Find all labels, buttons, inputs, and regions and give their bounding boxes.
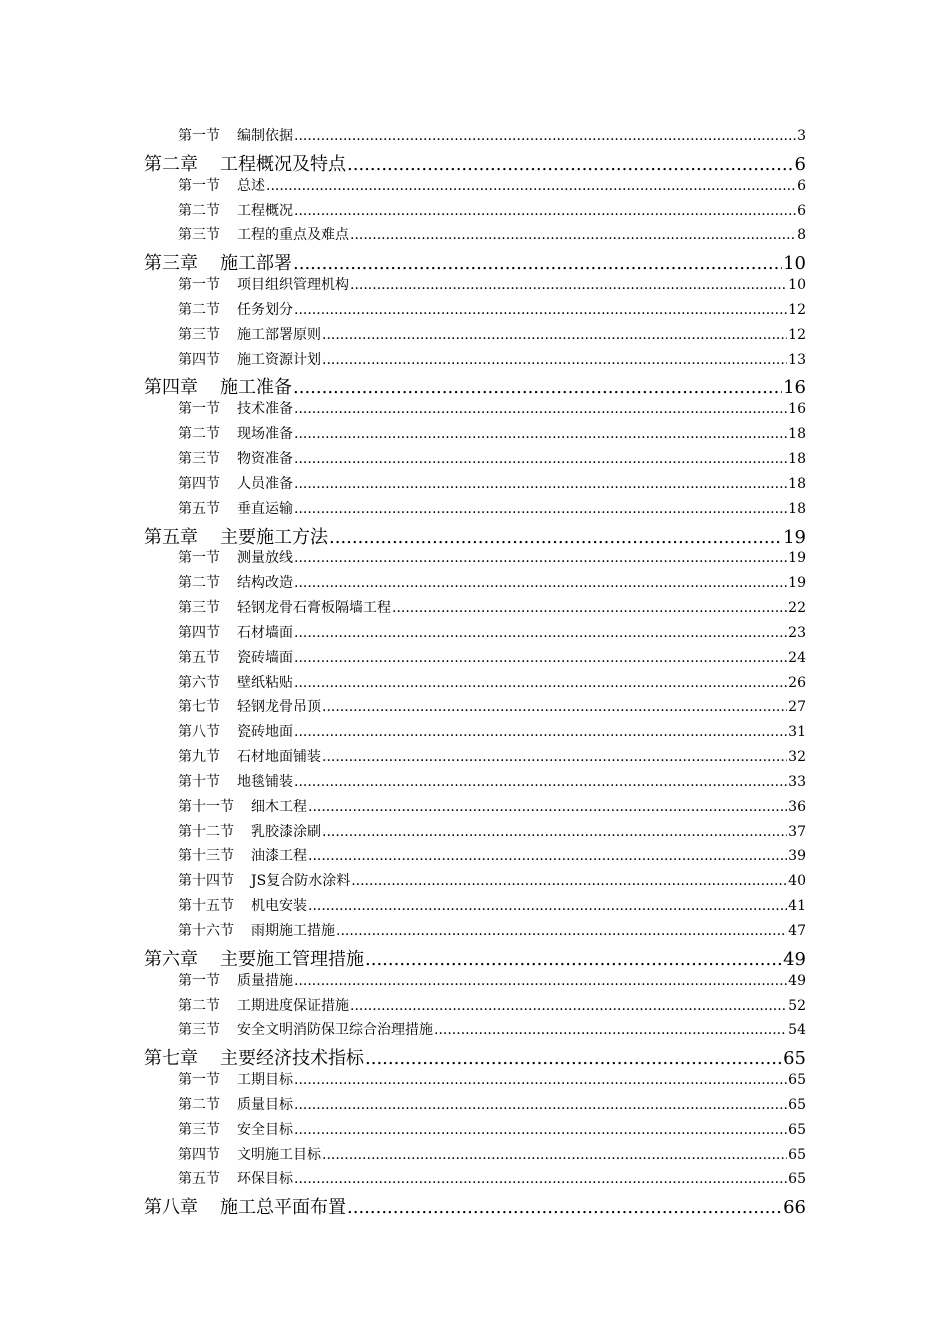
toc-section-entry[interactable] (0, 473, 806, 498)
toc-entry-number: 第一节 (178, 972, 220, 989)
toc-entry-number: 第三节 (178, 326, 220, 343)
toc-page-number: 18 (788, 450, 806, 467)
toc-leader-dots (294, 973, 787, 989)
toc-leader-dots (350, 998, 787, 1014)
toc-entry-number: 第五节 (178, 649, 220, 666)
toc-entry-number: 第四节 (178, 1146, 220, 1163)
toc-page-number: 18 (788, 426, 806, 443)
toc-page-number: 22 (788, 600, 806, 617)
toc-leader-dots (294, 650, 787, 666)
toc-entry-title: 石材地面铺装 (237, 749, 321, 766)
toc-entry-title: 石材墙面 (237, 624, 293, 641)
toc-leader-dots (294, 1171, 787, 1187)
toc-section-entry[interactable] (0, 672, 806, 697)
toc-section-entry[interactable] (0, 771, 806, 796)
toc-page-number: 40 (788, 873, 806, 890)
toc-page-number: 10 (783, 253, 806, 275)
toc-entry-number: 第五节 (178, 500, 220, 517)
toc-entry-title: 现场准备 (237, 426, 293, 443)
toc-leader-dots (347, 154, 794, 175)
toc-leader-dots (365, 1048, 782, 1069)
toc-entry-number: 第八节 (178, 724, 220, 741)
toc-page-number: 26 (788, 674, 806, 691)
toc-page-number: 66 (783, 1197, 806, 1219)
toc-leader-dots (294, 401, 787, 417)
toc-section-entry[interactable] (0, 448, 806, 473)
toc-leader-dots (294, 1122, 787, 1138)
table-of-contents (0, 125, 950, 1218)
toc-section-entry[interactable] (0, 821, 806, 846)
toc-entry-title: 安全目标 (237, 1121, 293, 1138)
toc-entry-number: 第一节 (178, 550, 220, 567)
toc-leader-dots (351, 873, 787, 889)
toc-leader-dots (294, 128, 796, 144)
toc-page-number: 12 (788, 301, 806, 318)
toc-entry-title: 工程的重点及难点 (237, 227, 349, 244)
toc-entry-title: 物资准备 (237, 450, 293, 467)
toc-section-entry[interactable] (0, 1019, 806, 1044)
toc-entry-number: 第七节 (178, 699, 220, 716)
toc-entry-number: 第八章 (144, 1197, 198, 1219)
toc-entry-title: 施工总平面布置 (220, 1197, 346, 1219)
toc-section-entry[interactable] (0, 572, 806, 597)
toc-entry-number: 第三章 (144, 253, 198, 275)
toc-leader-dots (347, 1197, 782, 1218)
toc-entry-number: 第一节 (178, 277, 220, 294)
toc-entry-title: 总述 (237, 177, 265, 194)
toc-entry-title: 雨期施工措施 (251, 923, 335, 939)
toc-page-number: 41 (788, 898, 806, 915)
toc-entry-number: 第十五节 (178, 898, 234, 915)
toc-entry-number: 第三节 (178, 227, 220, 244)
toc-leader-dots (294, 1072, 787, 1088)
toc-entry-title: 油漆工程 (251, 848, 307, 865)
toc-leader-dots (294, 451, 787, 467)
toc-page-number: 31 (788, 724, 806, 741)
toc-page-number: 33 (788, 773, 806, 790)
toc-entry-number: 第二节 (178, 1096, 220, 1113)
toc-entry-number: 第三节 (178, 600, 220, 617)
toc-entry-number: 第十三节 (178, 848, 234, 865)
toc-leader-dots (322, 1147, 787, 1163)
toc-section-entry[interactable] (0, 870, 806, 895)
toc-entry-title: 垂直运输 (237, 500, 293, 517)
toc-entry-number: 第六节 (178, 674, 220, 691)
toc-page-number: 49 (788, 972, 806, 989)
toc-leader-dots (365, 949, 782, 970)
toc-page-number: 54 (788, 1022, 806, 1039)
toc-entry-title: 瓷砖地面 (237, 724, 293, 741)
toc-entry-title: 壁纸粘贴 (237, 674, 293, 691)
toc-leader-dots (294, 675, 787, 691)
toc-page-number: 65 (788, 1096, 806, 1113)
toc-page-number: 19 (788, 550, 806, 567)
toc-entry-title: 工期进度保证措施 (237, 997, 349, 1014)
toc-entry-number: 第十六节 (178, 923, 234, 939)
toc-page-number: 36 (788, 798, 806, 815)
toc-leader-dots (266, 178, 796, 194)
toc-entry-title: 乳胶漆涂刷 (251, 823, 321, 840)
toc-leader-dots (294, 724, 787, 740)
toc-entry-number: 第十二节 (178, 823, 234, 840)
toc-leader-dots (294, 550, 787, 566)
toc-section-entry[interactable] (0, 845, 806, 870)
toc-entry-title: 质量措施 (237, 972, 293, 989)
toc-entry-title: 工程概况及特点 (220, 153, 346, 175)
toc-leader-dots (308, 898, 787, 914)
toc-section-entry[interactable] (0, 696, 806, 721)
toc-page-number: 49 (783, 948, 806, 970)
toc-section-entry[interactable] (0, 796, 806, 821)
toc-entry-number: 第二节 (178, 301, 220, 318)
toc-chapter-entry[interactable] (0, 1193, 806, 1218)
toc-page-number: 18 (788, 500, 806, 517)
toc-leader-dots (294, 774, 787, 790)
toc-page-number: 39 (788, 848, 806, 865)
toc-page-number: 13 (788, 351, 806, 368)
toc-entry-title: 结构改造 (237, 575, 293, 592)
toc-section-entry[interactable] (0, 324, 806, 349)
toc-entry-title: 施工准备 (220, 377, 292, 399)
toc-section-entry[interactable] (0, 125, 806, 150)
toc-entry-number: 第二节 (178, 202, 220, 219)
toc-chapter-entry[interactable] (0, 1044, 806, 1069)
toc-entry-title: 文明施工目标 (237, 1146, 321, 1163)
toc-section-entry[interactable] (0, 349, 806, 374)
toc-page-number: 8 (797, 227, 806, 244)
toc-leader-dots (294, 203, 796, 219)
toc-section-entry[interactable] (0, 647, 806, 672)
toc-section-entry[interactable] (0, 597, 806, 622)
toc-entry-title: 安全文明消防保卫综合治理措施 (237, 1022, 433, 1039)
toc-entry-number: 第九节 (178, 749, 220, 766)
toc-section-entry[interactable] (0, 1144, 806, 1169)
toc-leader-dots (294, 501, 787, 517)
toc-entry-title: 施工部署原则 (237, 326, 321, 343)
toc-leader-dots (293, 253, 782, 274)
toc-section-entry[interactable] (0, 1168, 806, 1193)
toc-leader-dots (294, 575, 787, 591)
toc-entry-number: 第十一节 (178, 798, 234, 815)
toc-entry-title: 编制依据 (237, 128, 293, 144)
toc-entry-number: 第一节 (178, 177, 220, 194)
toc-entry-title: 细木工程 (251, 798, 307, 815)
toc-chapter-entry[interactable] (0, 523, 806, 548)
toc-section-entry[interactable] (0, 995, 806, 1020)
toc-entry-number: 第一节 (178, 1072, 220, 1089)
toc-entry-title: 施工部署 (220, 253, 292, 275)
toc-entry-number: 第四章 (144, 377, 198, 399)
toc-page-number: 6 (794, 153, 806, 175)
toc-entry-number: 第二节 (178, 575, 220, 592)
toc-leader-dots (322, 749, 787, 765)
toc-entry-title: 技术准备 (237, 401, 293, 418)
toc-page-number: 23 (788, 624, 806, 641)
toc-entry-title: 主要施工管理措施 (220, 948, 364, 970)
toc-leader-dots (322, 327, 787, 343)
toc-entry-number: 第三节 (178, 450, 220, 467)
toc-page-number: 27 (788, 699, 806, 716)
toc-entry-title: 环保目标 (237, 1171, 293, 1188)
toc-page-number: 37 (788, 823, 806, 840)
toc-leader-dots (322, 824, 787, 840)
toc-page-number: 18 (788, 475, 806, 492)
toc-page-number: 65 (788, 1171, 806, 1188)
toc-leader-dots (350, 277, 787, 293)
toc-section-entry[interactable] (0, 920, 806, 945)
toc-page-number: 10 (788, 277, 806, 294)
toc-entry-title: 主要经济技术指标 (220, 1048, 364, 1070)
toc-entry-number: 第七章 (144, 1048, 198, 1070)
toc-page-number: 65 (788, 1072, 806, 1089)
toc-page-number: 3 (797, 128, 806, 144)
toc-section-entry[interactable] (0, 1094, 806, 1119)
toc-leader-dots (293, 377, 782, 398)
toc-page-number: 6 (797, 202, 806, 219)
toc-entry-number: 第十节 (178, 773, 220, 790)
toc-leader-dots (308, 848, 787, 864)
toc-entry-title: 主要施工方法 (220, 526, 328, 548)
toc-entry-title: 瓷砖墙面 (237, 649, 293, 666)
toc-entry-title: 质量目标 (237, 1096, 293, 1113)
toc-page-number: 47 (788, 923, 806, 939)
toc-entry-number: 第四节 (178, 475, 220, 492)
toc-entry-number: 第四节 (178, 624, 220, 641)
toc-page-number: 24 (788, 649, 806, 666)
toc-entry-number: 第六章 (144, 948, 198, 970)
toc-page-number: 16 (788, 401, 806, 418)
toc-section-entry[interactable] (0, 498, 806, 523)
toc-leader-dots (350, 227, 796, 243)
toc-section-entry[interactable] (0, 175, 806, 200)
toc-section-entry[interactable] (0, 721, 806, 746)
toc-section-entry[interactable] (0, 622, 806, 647)
toc-entry-title: 工程概况 (237, 202, 293, 219)
toc-section-entry[interactable] (0, 423, 806, 448)
toc-section-entry[interactable] (0, 398, 806, 423)
toc-entry-number: 第五节 (178, 1171, 220, 1188)
toc-leader-dots (294, 302, 787, 318)
toc-page-number: 32 (788, 749, 806, 766)
toc-leader-dots (434, 1022, 787, 1038)
toc-leader-dots (392, 600, 787, 616)
toc-page-number: 19 (788, 575, 806, 592)
toc-leader-dots (308, 799, 787, 815)
toc-entry-title: 轻钢龙骨石膏板隔墙工程 (237, 600, 391, 617)
toc-leader-dots (294, 426, 787, 442)
toc-entry-number: 第十四节 (178, 873, 234, 890)
toc-page-number: 6 (797, 177, 806, 194)
toc-entry-title: 地毯铺装 (237, 773, 293, 790)
toc-entry-number: 第三节 (178, 1121, 220, 1138)
toc-page-number: 65 (783, 1048, 806, 1070)
toc-leader-dots (329, 527, 782, 548)
toc-leader-dots (294, 625, 787, 641)
toc-section-entry[interactable] (0, 299, 806, 324)
toc-page-number: 16 (783, 377, 806, 399)
toc-leader-dots (294, 476, 787, 492)
toc-page-number: 52 (788, 997, 806, 1014)
toc-chapter-entry[interactable] (0, 150, 806, 175)
toc-leader-dots (322, 699, 787, 715)
toc-page-number: 12 (788, 326, 806, 343)
toc-entry-title: 工期目标 (237, 1072, 293, 1089)
toc-entry-number: 第二章 (144, 153, 198, 175)
toc-entry-title: 人员准备 (237, 475, 293, 492)
toc-section-entry[interactable] (0, 1069, 806, 1094)
toc-entry-title: 任务划分 (237, 301, 293, 318)
toc-section-entry[interactable] (0, 970, 806, 995)
toc-entry-number: 第三节 (178, 1022, 220, 1039)
toc-page-number: 65 (788, 1146, 806, 1163)
toc-entry-title: 测量放线 (237, 550, 293, 567)
toc-section-entry[interactable] (0, 1119, 806, 1144)
toc-chapter-entry[interactable] (0, 373, 806, 398)
toc-section-entry[interactable] (0, 746, 806, 771)
toc-section-entry[interactable] (0, 200, 806, 225)
toc-entry-number: 第二节 (178, 997, 220, 1014)
toc-entry-title: 项目组织管理机构 (237, 277, 349, 294)
toc-chapter-entry[interactable] (0, 945, 806, 970)
toc-section-entry[interactable] (0, 547, 806, 572)
toc-chapter-entry[interactable] (0, 249, 806, 274)
toc-section-entry[interactable] (0, 274, 806, 299)
toc-entry-number: 第四节 (178, 351, 220, 368)
toc-leader-dots (322, 352, 787, 368)
toc-entry-number: 第二节 (178, 426, 220, 443)
toc-entry-title: 施工资源计划 (237, 351, 321, 368)
toc-entry-number: 第五章 (144, 526, 198, 548)
toc-page-number: 19 (783, 526, 806, 548)
toc-entry-number: 第一节 (178, 401, 220, 418)
toc-leader-dots (336, 923, 787, 939)
toc-section-entry[interactable] (0, 224, 806, 249)
toc-entry-title: JS复合防水涂料 (251, 873, 351, 890)
toc-page-number: 65 (788, 1121, 806, 1138)
toc-leader-dots (294, 1097, 787, 1113)
toc-section-entry[interactable] (0, 895, 806, 920)
toc-entry-title: 轻钢龙骨吊顶 (237, 699, 321, 716)
toc-entry-number: 第一节 (178, 128, 220, 144)
toc-entry-title: 机电安装 (251, 898, 307, 915)
